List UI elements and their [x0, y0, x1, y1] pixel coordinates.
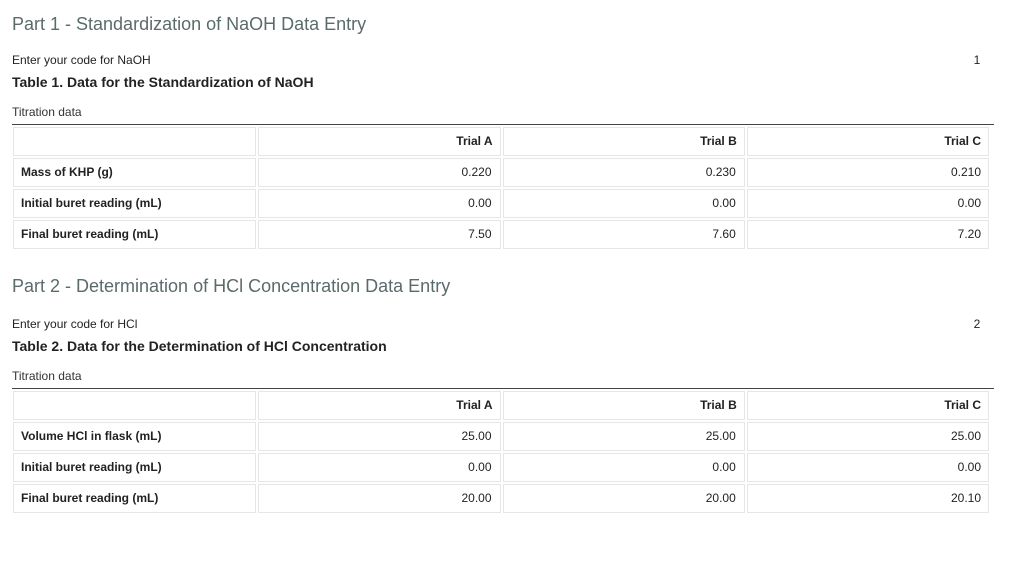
table1-corner-cell	[13, 127, 256, 156]
hcl-code-row	[12, 314, 1012, 334]
table2-row-label-volume-hcl: Volume HCl in flask (mL)	[13, 422, 256, 451]
table1-mass-khp-trial-c[interactable]: 0.210	[747, 158, 989, 187]
table1-row-label-mass-khp: Mass of KHP (g)	[13, 158, 256, 187]
naoh-code-row	[12, 50, 1012, 70]
naoh-code-input[interactable]: 1	[973, 53, 981, 67]
table1-final-buret-trial-b[interactable]: 7.60	[503, 220, 745, 249]
table2-final-buret-trial-b[interactable]: 20.00	[503, 484, 745, 513]
table2-volume-hcl-trial-c[interactable]: 25.00	[747, 422, 989, 451]
table1-col-trial-b: Trial B	[503, 127, 745, 156]
table1-col-trial-a: Trial A	[258, 127, 500, 156]
table-row	[13, 189, 989, 218]
table2-col-trial-b: Trial B	[503, 391, 745, 420]
table1-final-buret-trial-a[interactable]: 7.50	[258, 220, 500, 249]
table2-initial-buret-trial-a[interactable]: 0.00	[258, 453, 500, 482]
table1-initial-buret-trial-a[interactable]: 0.00	[258, 189, 500, 218]
table1-caption: Table 1. Data for the Standardization of NaOH	[12, 74, 314, 90]
table2-volume-hcl-trial-a[interactable]: 25.00	[258, 422, 500, 451]
table1-header-row	[13, 127, 989, 156]
table2-row-label-final-buret: Final buret reading (mL)	[13, 484, 256, 513]
table2-header-row	[13, 391, 989, 420]
naoh-code-label: Enter your code for NaOH	[12, 53, 151, 67]
table1-row-label-final-buret: Final buret reading (mL)	[13, 220, 256, 249]
table-row	[13, 220, 989, 249]
table2-final-buret-trial-c[interactable]: 20.10	[747, 484, 989, 513]
table1	[11, 125, 991, 251]
table1-subcaption: Titration data	[12, 105, 82, 119]
table1-wrap	[12, 124, 994, 251]
table2-col-trial-c: Trial C	[747, 391, 989, 420]
table2-subcaption: Titration data	[12, 369, 82, 383]
part1-title: Part 1 - Standardization of NaOH Data Entry	[12, 14, 367, 34]
table-row	[13, 453, 989, 482]
table1-row-label-initial-buret: Initial buret reading (mL)	[13, 189, 256, 218]
table2	[11, 389, 991, 515]
table2-caption: Table 2. Data for the Determination of HCl Concentration	[12, 338, 387, 354]
table1-mass-khp-trial-a[interactable]: 0.220	[258, 158, 500, 187]
table2-initial-buret-trial-b[interactable]: 0.00	[503, 453, 745, 482]
hcl-code-label: Enter your code for HCl	[12, 317, 138, 331]
table2-wrap	[12, 388, 994, 515]
table2-volume-hcl-trial-b[interactable]: 25.00	[503, 422, 745, 451]
part2-title: Part 2 - Determination of HCl Concentration Data Entry	[12, 276, 451, 296]
table2-row-label-initial-buret: Initial buret reading (mL)	[13, 453, 256, 482]
table1-final-buret-trial-c[interactable]: 7.20	[747, 220, 989, 249]
table-row	[13, 484, 989, 513]
hcl-code-input[interactable]: 2	[973, 317, 981, 331]
table1-initial-buret-trial-b[interactable]: 0.00	[503, 189, 745, 218]
table-row	[13, 422, 989, 451]
table1-mass-khp-trial-b[interactable]: 0.230	[503, 158, 745, 187]
table1-col-trial-c: Trial C	[747, 127, 989, 156]
table-row	[13, 158, 989, 187]
table2-final-buret-trial-a[interactable]: 20.00	[258, 484, 500, 513]
table2-corner-cell	[13, 391, 256, 420]
table2-col-trial-a: Trial A	[258, 391, 500, 420]
table1-initial-buret-trial-c[interactable]: 0.00	[747, 189, 989, 218]
table2-initial-buret-trial-c[interactable]: 0.00	[747, 453, 989, 482]
